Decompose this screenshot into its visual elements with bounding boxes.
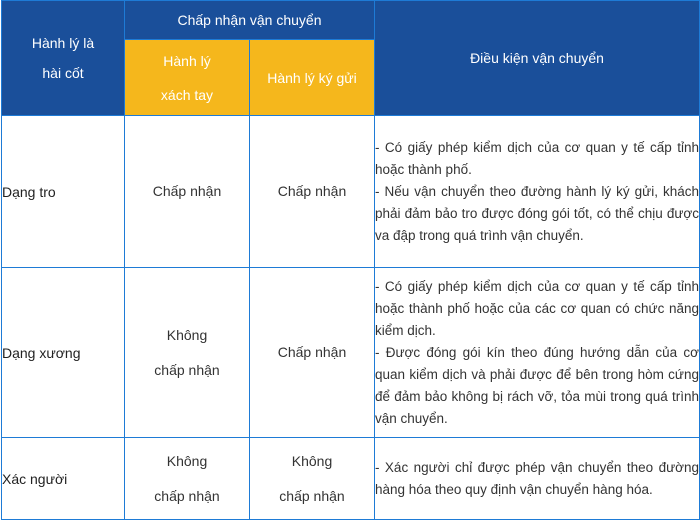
- header-remains-type-line1: Hành lý là: [31, 35, 95, 51]
- checked-acceptance-ash: Chấp nhận: [250, 116, 375, 268]
- condition-item: - Xác người chỉ được phép vận chuyển theo đường hàng hóa theo quy định vận chuyển hàng hóa.: [375, 459, 699, 497]
- header-checked: Hành lý ký gửi: [250, 40, 375, 116]
- conditions-corpse: [375, 438, 700, 520]
- checked-acceptance-bone: Chấp nhận: [250, 268, 375, 438]
- carry-on-acceptance-corpse: Không chấp nhận: [125, 438, 250, 520]
- table-row: [2, 438, 700, 520]
- conditions-bone: [375, 268, 700, 438]
- condition-item: - Có giấy phép kiểm dịch của cơ quan y tế cấp tỉnh hoặc thành phố hoặc của các cơ quan có chức năng kiểm dịch.: [375, 278, 699, 338]
- table-row: [2, 116, 700, 268]
- checked-acceptance-corpse: Không chấp nhận: [250, 438, 375, 520]
- row-label-bone: Dạng xương: [2, 268, 125, 438]
- condition-item: - Nếu vận chuyển theo đường hành lý ký gửi, khách phải đảm bảo tro được đóng gói tốt, có thể chịu được va đập trong quá trình vận chuyển.: [375, 183, 699, 243]
- header-acceptance-group: Chấp nhận vận chuyển: [125, 1, 375, 40]
- row-label-corpse: Xác người: [2, 438, 125, 520]
- carry-on-acceptance-bone: Không chấp nhận: [125, 268, 250, 438]
- header-remains-type-line2: hài cốt: [42, 65, 84, 81]
- conditions-ash: [375, 116, 700, 268]
- carry-on-acceptance-ash: Chấp nhận: [125, 116, 250, 268]
- header-remains-type: [2, 1, 125, 116]
- header-conditions: Điều kiện vận chuyển: [375, 1, 700, 116]
- row-label-ash: Dạng tro: [2, 116, 125, 268]
- header-carry-on-line1: Hành lý: [163, 52, 211, 69]
- condition-item: - Có giấy phép kiểm dịch của cơ quan y tế cấp tỉnh hoặc thành phố.: [375, 139, 699, 177]
- header-carry-on: [125, 40, 250, 116]
- table-row: [2, 268, 700, 438]
- baggage-remains-table: [1, 0, 700, 520]
- header-carry-on-line2: xách tay: [160, 86, 214, 103]
- condition-item: - Được đóng gói kín theo đúng hướng dẫn của cơ quan kiểm dịch và phải được để bên trong hòm cứng để đảm bảo không bị rách vỡ, tỏa mùi trong quá trình vận chuyển.: [375, 344, 699, 426]
